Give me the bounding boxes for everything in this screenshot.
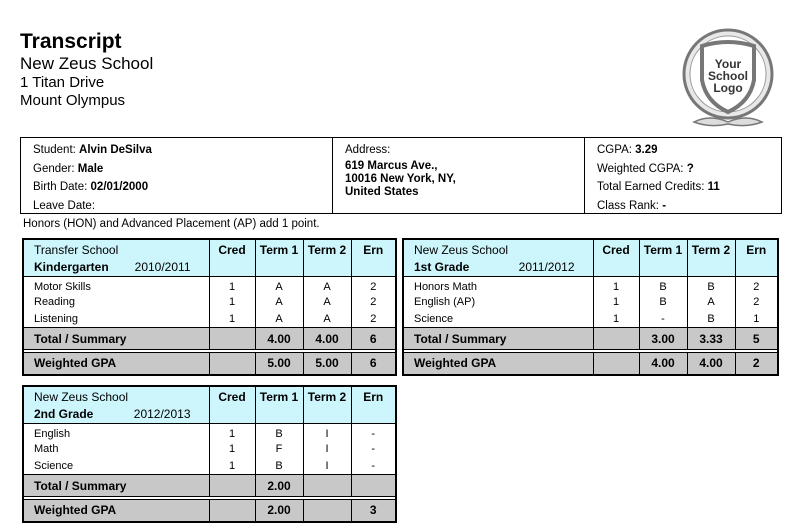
course-ern: 1 <box>735 311 778 328</box>
summary-term2: 3.33 <box>687 328 735 350</box>
course-ern: - <box>351 424 396 441</box>
term-header <box>23 386 209 424</box>
course-cred: 1 <box>209 458 255 475</box>
weighted-label: Weighted GPA <box>23 353 209 375</box>
student-address <box>333 138 585 213</box>
weighted-gpa-row <box>403 353 778 375</box>
address-line1: 619 Marcus Ave., <box>345 160 438 172</box>
transcript-header <box>20 30 153 110</box>
summary-ern: 6 <box>351 328 396 350</box>
birth-label: Birth Date: <box>33 181 88 193</box>
school-address-line2: Mount Olympus <box>20 92 126 109</box>
weighted-ern: 2 <box>735 353 778 375</box>
course-cred: 1 <box>209 441 255 458</box>
col-term1: Term 1 <box>255 386 303 424</box>
summary-term1: 3.00 <box>639 328 687 350</box>
course-name: Listening <box>23 311 209 328</box>
weighted-term2: 5.00 <box>303 353 351 375</box>
rank-label: Class Rank: <box>597 199 659 212</box>
summary-term2 <box>303 475 351 497</box>
course-name: English (AP) <box>403 294 593 311</box>
course-cred: 1 <box>593 294 639 311</box>
logo-text-1: Your <box>714 57 742 71</box>
course-term2: A <box>303 294 351 311</box>
term-grade: Kindergarten <box>34 260 109 274</box>
course-ern: 2 <box>351 311 396 328</box>
wcgpa-label: Weighted CGPA: <box>597 162 684 175</box>
rank-value: - <box>662 199 667 212</box>
course-cred: 1 <box>209 424 255 441</box>
course-term2: I <box>303 458 351 475</box>
term-grade: 2nd Grade <box>34 407 94 421</box>
col-cred: Cred <box>209 239 255 277</box>
weighted-term1: 4.00 <box>639 353 687 375</box>
col-ern: Ern <box>351 386 396 424</box>
term-table-kindergarten <box>22 238 397 376</box>
summary-term2: 4.00 <box>303 328 351 350</box>
course-term2: I <box>303 441 351 458</box>
course-term2: B <box>687 311 735 328</box>
course-ern: - <box>351 458 396 475</box>
summary-ern: 5 <box>735 328 778 350</box>
term-school: New Zeus School <box>34 390 129 404</box>
credits-label: Total Earned Credits: <box>597 181 705 193</box>
table-row <box>23 277 396 294</box>
table-row <box>403 277 778 294</box>
table-row <box>23 441 396 458</box>
summary-ern <box>351 475 396 497</box>
student-name: Alvin DeSilva <box>79 144 152 156</box>
weighted-gpa-row <box>23 500 396 522</box>
term-grade: 1st Grade <box>414 260 470 274</box>
course-name: Motor Skills <box>23 277 209 294</box>
course-cred: 1 <box>209 294 255 311</box>
course-term1: B <box>639 294 687 311</box>
school-logo-icon <box>680 28 776 132</box>
course-name: Math <box>23 441 209 458</box>
course-name: Honors Math <box>403 277 593 294</box>
term-table-2nd-grade <box>22 385 397 523</box>
address-line2: 10016 New York, NY, <box>345 173 456 185</box>
weighted-label: Weighted GPA <box>23 500 209 522</box>
wcgpa-value: ? <box>686 162 694 175</box>
course-cred: 1 <box>209 311 255 328</box>
term-table-1st-grade <box>402 238 779 376</box>
table-row <box>403 294 778 311</box>
col-term2: Term 2 <box>303 386 351 424</box>
summary-label: Total / Summary <box>403 328 593 350</box>
term-years: 2010/2011 <box>134 260 191 274</box>
summary-row <box>23 475 396 497</box>
course-ern: 2 <box>735 277 778 294</box>
weighted-gpa-row <box>23 353 396 375</box>
col-cred: Cred <box>209 386 255 424</box>
course-ern: 2 <box>351 294 396 311</box>
course-term2: A <box>303 311 351 328</box>
term-school: New Zeus School <box>414 243 509 257</box>
address-line3: United States <box>345 186 419 198</box>
weighted-label: Weighted GPA <box>403 353 593 375</box>
course-term1: B <box>639 277 687 294</box>
course-ern: 2 <box>351 277 396 294</box>
weighted-term1: 2.00 <box>255 500 303 522</box>
student-label: Student: <box>33 144 76 156</box>
term-years: 2011/2012 <box>518 260 575 274</box>
course-cred: 1 <box>593 311 639 328</box>
logo-text-2: School <box>707 69 749 83</box>
address-label: Address: <box>345 144 391 156</box>
student-gender: Male <box>77 162 104 175</box>
table-row <box>403 311 778 328</box>
course-term1: F <box>255 441 303 458</box>
cgpa-value: 3.29 <box>635 144 658 156</box>
student-stats <box>585 138 781 213</box>
student-details <box>21 138 333 213</box>
term-header <box>23 239 209 277</box>
course-name: English <box>23 424 209 441</box>
table-row <box>23 458 396 475</box>
leave-label: Leave Date: <box>33 199 96 212</box>
summary-label: Total / Summary <box>23 328 209 350</box>
page-title: Transcript <box>20 30 122 53</box>
weighted-ern: 6 <box>351 353 396 375</box>
school-name: New Zeus School <box>20 54 154 73</box>
col-term1: Term 1 <box>255 239 303 277</box>
col-term2: Term 2 <box>303 239 351 277</box>
course-ern: - <box>351 441 396 458</box>
table-row <box>23 311 396 328</box>
course-term2: A <box>303 277 351 294</box>
honors-note: Honors (HON) and Advanced Placement (AP) add 1 point. <box>23 218 320 230</box>
weighted-ern: 3 <box>351 500 396 522</box>
course-term1: A <box>255 294 303 311</box>
student-info-box <box>20 137 782 214</box>
weighted-term2: 4.00 <box>687 353 735 375</box>
course-term1: A <box>255 277 303 294</box>
course-name: Reading <box>23 294 209 311</box>
table-row <box>23 424 396 441</box>
col-term1: Term 1 <box>639 239 687 277</box>
course-ern: 2 <box>735 294 778 311</box>
col-term2: Term 2 <box>687 239 735 277</box>
weighted-term2 <box>303 500 351 522</box>
col-cred: Cred <box>593 239 639 277</box>
term-school: Transfer School <box>34 243 119 257</box>
course-term2: A <box>687 294 735 311</box>
credits-value: 11 <box>707 181 720 193</box>
summary-term1: 4.00 <box>255 328 303 350</box>
summary-label: Total / Summary <box>23 475 209 497</box>
course-name: Science <box>403 311 593 328</box>
summary-row <box>403 328 778 350</box>
cgpa-label: CGPA: <box>597 144 632 156</box>
logo-text-3: Logo <box>713 81 743 95</box>
weighted-term1: 5.00 <box>255 353 303 375</box>
student-birth-date: 02/01/2000 <box>90 181 149 193</box>
col-ern: Ern <box>351 239 396 277</box>
table-row <box>23 294 396 311</box>
school-address-line1: 1 Titan Drive <box>20 74 105 91</box>
term-header <box>403 239 593 277</box>
course-term2: B <box>687 277 735 294</box>
gender-label: Gender: <box>33 162 75 175</box>
course-term1: B <box>255 458 303 475</box>
term-years: 2012/2013 <box>133 407 191 421</box>
course-term1: B <box>255 424 303 441</box>
course-cred: 1 <box>593 277 639 294</box>
col-ern: Ern <box>735 239 778 277</box>
course-name: Science <box>23 458 209 475</box>
summary-row <box>23 328 396 350</box>
summary-term1: 2.00 <box>255 475 303 497</box>
course-term1: - <box>639 311 687 328</box>
course-term1: A <box>255 311 303 328</box>
course-cred: 1 <box>209 277 255 294</box>
course-term2: I <box>303 424 351 441</box>
